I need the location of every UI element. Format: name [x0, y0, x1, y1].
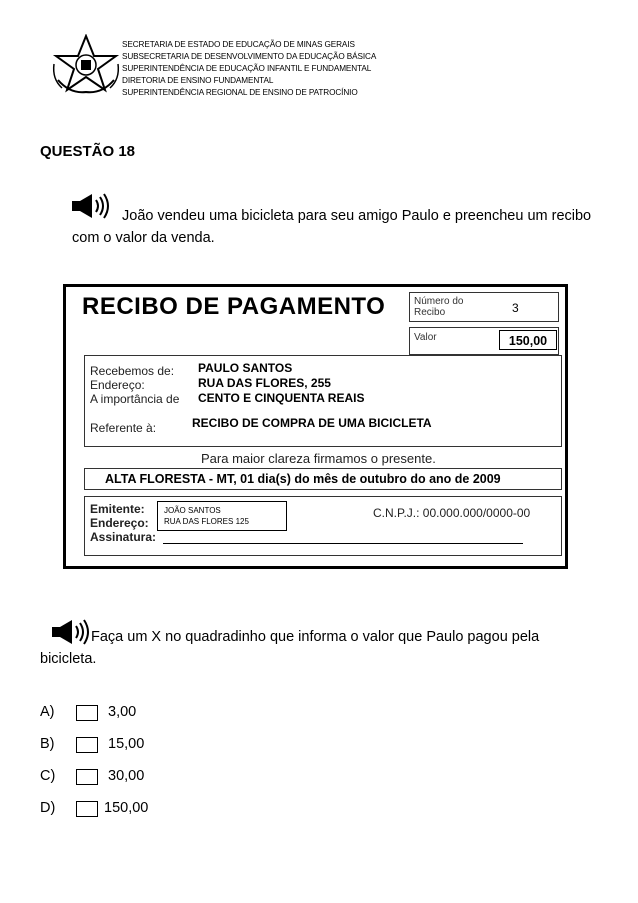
issuer-box — [84, 496, 562, 556]
intro-line-2: com o valor da venda. — [72, 230, 215, 246]
assinatura-label: Assinatura: — [90, 530, 157, 544]
option-b-letter: B) — [40, 736, 55, 752]
signature-line — [163, 543, 523, 544]
option-b-value: 15,00 — [108, 736, 145, 752]
receipt-number-value: 3 — [512, 301, 519, 315]
emitente-label: Emitente: — [90, 502, 145, 516]
header-line-2: SUBSECRETARIA DE DESENVOLVIMENTO DA EDUCAÇÃO BÁSICA — [122, 52, 377, 61]
option-d-letter: D) — [40, 800, 56, 816]
place-date-box — [84, 468, 562, 490]
question-title: QUESTÃO 18 — [40, 143, 136, 160]
state-crest-icon — [50, 34, 122, 96]
option-a-value: 3,00 — [108, 704, 137, 720]
payer-name: PAULO SANTOS — [198, 361, 293, 375]
amount-in-words: CENTO E CINQUENTA REAIS — [198, 391, 365, 405]
speaker-icon[interactable] — [50, 618, 94, 646]
speaker-icon[interactable] — [70, 192, 114, 220]
option-d-value: 150,00 — [104, 800, 149, 816]
clarity-text: Para maior clareza firmamos o presente. — [201, 451, 436, 466]
recebemos-label: Recebemos de: — [90, 364, 175, 378]
payer-overlay — [194, 361, 379, 409]
option-b-checkbox[interactable] — [76, 737, 98, 753]
header-line-4: DIRETORIA DE ENSINO FUNDAMENTAL — [122, 76, 274, 85]
issuer-overlay — [157, 501, 287, 531]
header-block — [122, 39, 376, 99]
header-line-3: SUPERINTENDÊNCIA DE EDUCAÇÃO INFANTIL E FUNDAMENTAL — [122, 64, 372, 73]
receipt-value-amount: 150,00 — [499, 330, 557, 350]
receipt-value-label: Valor — [414, 332, 437, 343]
endereco-label: Endereço: — [90, 378, 145, 392]
header-line-5: SUPERINTENDÊNCIA REGIONAL DE ENSINO DE PATROCÍNIO — [122, 88, 358, 97]
intro-line-1: João vendeu uma bicicleta para seu amigo Paulo e preencheu um recibo — [122, 208, 592, 224]
receipt-value-box — [409, 327, 559, 355]
option-c-letter: C) — [40, 768, 56, 784]
reference-text: RECIBO DE COMPRA DE UMA BICICLETA — [192, 416, 462, 432]
place-date: ALTA FLORESTA - MT, 01 dia(s) do mês de outubro do ano de 2009 — [105, 472, 501, 486]
instruction-line-1: Faça um X no quadradinho que informa o valor que Paulo pagou pela — [91, 629, 540, 645]
header-line-1: SECRETARIA DE ESTADO DE EDUCAÇÃO DE MINAS GERAIS — [122, 40, 355, 49]
referente-label: Referente à: — [90, 421, 157, 435]
receipt-title: RECIBO DE PAGAMENTO — [82, 293, 386, 320]
receipt-number-label-1: Número do — [414, 296, 464, 307]
instruction-line-2: bicicleta. — [40, 651, 97, 667]
cnpj-text: C.N.P.J.: 00.000.000/0000-00 — [373, 506, 531, 520]
option-a-checkbox[interactable] — [76, 705, 98, 721]
option-c-checkbox[interactable] — [76, 769, 98, 785]
option-d-checkbox[interactable] — [76, 801, 98, 817]
endereco2-label: Endereço: — [90, 516, 149, 530]
option-a-letter: A) — [40, 704, 55, 720]
importancia-label: A importância de — [90, 392, 180, 406]
receipt-number-box — [409, 292, 559, 322]
issuer-name: JOÃO SANTOS — [164, 506, 221, 515]
option-c-value: 30,00 — [108, 768, 145, 784]
receipt-image — [63, 284, 568, 569]
receipt-number-label-2: Recibo — [414, 307, 446, 318]
issuer-address: RUA DAS FLORES 125 — [164, 517, 249, 526]
payer-address: RUA DAS FLORES, 255 — [198, 376, 331, 390]
